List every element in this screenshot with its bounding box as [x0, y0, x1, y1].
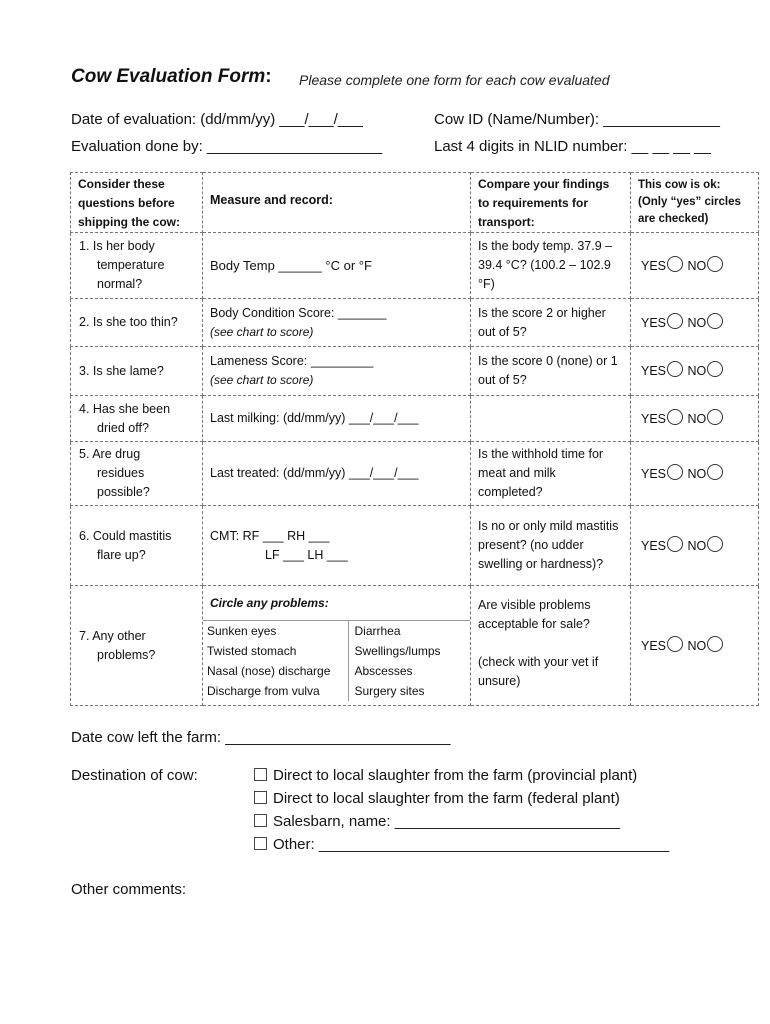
yes-circle[interactable] [667, 464, 683, 480]
no-circle[interactable] [707, 361, 723, 377]
compare-3: Is the score 0 (none) or 1 out of 5? [471, 347, 631, 396]
problems-cell [203, 586, 471, 706]
evaluation-table [70, 172, 759, 706]
compare-4 [471, 396, 631, 442]
table-row: 6. Could mastitis flare up? CMT: RF ___ RH ___ LF ___ LH ___ Is no or only mild mastitis present? (no udder swelling or hardness)? YES NO [71, 506, 759, 586]
last-milking-field[interactable]: Last milking: (dd/mm/yy) ___/___/___ [210, 411, 419, 425]
no-circle[interactable] [707, 464, 723, 480]
compare-5: Is the withhold time for meat and milk completed? [471, 442, 631, 506]
problems-list [203, 621, 470, 701]
yes-no-3[interactable]: YES NO [631, 347, 759, 396]
question-3: 3. Is she lame? [71, 347, 203, 396]
table-row: 5. Are drug residues possible? Last treated: (dd/mm/yy) ___/___/___ Is the withhold time for meat and milk completed? YES NO [71, 442, 759, 506]
last-treated-field[interactable]: Last treated: (dd/mm/yy) ___/___/___ [210, 466, 419, 480]
no-circle[interactable] [707, 256, 723, 272]
destination-option[interactable]: Salesbarn, name: ___________________________ [254, 813, 620, 830]
problem-item[interactable]: Twisted stomach [207, 644, 297, 658]
problem-item[interactable]: Swellings/lumps [348, 641, 470, 661]
col-questions-header: Consider these questions before shipping the cow: [71, 173, 203, 233]
checkbox-icon[interactable] [254, 837, 267, 850]
no-circle[interactable] [707, 409, 723, 425]
form-title: Cow Evaluation Form: [71, 66, 272, 87]
destination-option[interactable]: Direct to local slaughter from the farm (federal plant) [254, 790, 620, 807]
yes-no-1[interactable]: YES NO [631, 233, 759, 299]
no-circle[interactable] [707, 536, 723, 552]
table-row: 1. Is her body temperature normal? Body Temp ______ °C or °F Is the body temp. 37.9 – 39.4 °C? (100.2 – 102.9 °F) YES NO [71, 233, 759, 299]
problem-item[interactable]: Abscesses [348, 661, 470, 681]
problem-item[interactable]: Diarrhea [348, 621, 470, 641]
question-6: 6. Could mastitis [79, 528, 172, 543]
checkbox-icon[interactable] [254, 791, 267, 804]
table-row: 2. Is she too thin? Body Condition Score: _______ (see chart to score) Is the score 2 or higher out of 5? YES NO [71, 299, 759, 347]
compare-1: Is the body temp. 37.9 – 39.4 °C? (100.2 – 102.9 °F) [471, 233, 631, 299]
problems-header: Circle any problems: [203, 586, 470, 621]
yes-no-4[interactable]: YES NO [631, 396, 759, 442]
cmt-top-field[interactable]: CMT: RF ___ RH ___ [210, 528, 330, 543]
other-comments-label: Other comments: [71, 881, 187, 898]
no-circle[interactable] [707, 313, 723, 329]
question-4: 4. Has she been [79, 401, 171, 416]
evaluator-field[interactable]: Evaluation done by: _____________________ [71, 138, 383, 155]
cow-id-field[interactable]: Cow ID (Name/Number): ______________ [434, 111, 720, 128]
cmt-bottom-field[interactable]: LF ___ LH ___ [265, 547, 348, 562]
no-circle[interactable] [707, 636, 723, 652]
body-condition-field[interactable]: Body Condition Score: _______ [210, 305, 387, 320]
yes-no-6[interactable]: YES NO [631, 506, 759, 586]
yes-circle[interactable] [667, 361, 683, 377]
yes-no-5[interactable]: YES NO [631, 442, 759, 506]
destination-option[interactable]: Direct to local slaughter from the farm (provincial plant) [254, 767, 637, 784]
yes-no-7[interactable]: YES NO [631, 586, 759, 706]
checkbox-icon[interactable] [254, 814, 267, 827]
yes-circle[interactable] [667, 256, 683, 272]
checkbox-icon[interactable] [254, 768, 267, 781]
yes-circle[interactable] [667, 313, 683, 329]
table-row: 7. Any other problems? Circle any problems: Sunken eyes Diarrhea Twisted stomach Swellings/lumps Nasal (nose) discharge Abscesses Discharge from vulva Surgery sites Are visible problems acceptable for sale? (check with your vet if unsure) YES NO [71, 586, 759, 706]
body-temp-field[interactable]: Body Temp ______ °C or °F [210, 258, 372, 273]
nlid-field[interactable]: Last 4 digits in NLID number: __ __ __ __ [434, 138, 711, 155]
question-2: 2. Is she too thin? [71, 299, 203, 347]
yes-circle[interactable] [667, 636, 683, 652]
problem-item[interactable]: Surgery sites [348, 681, 470, 701]
lameness-field[interactable]: Lameness Score: _________ [210, 354, 374, 368]
yes-circle[interactable] [667, 536, 683, 552]
col-compare-header: Compare your findings to requirements for transport: [471, 173, 631, 233]
problem-item[interactable]: Nasal (nose) discharge [207, 664, 331, 678]
question-1: 1. Is her body [79, 239, 155, 253]
compare-7-note: (check with your vet if unsure) [478, 655, 599, 688]
compare-2: Is the score 2 or higher out of 5? [471, 299, 631, 347]
col-measure-header: Measure and record: [203, 173, 471, 233]
evaluation-date-field[interactable]: Date of evaluation: (dd/mm/yy) ___/___/___ [71, 111, 363, 128]
compare-7: Are visible problems acceptable for sale? [478, 598, 591, 631]
table-header-row [71, 173, 759, 233]
left-farm-date-field[interactable]: Date cow left the farm: ___________________________ [71, 729, 451, 746]
problem-item[interactable]: Discharge from vulva [207, 684, 320, 698]
yes-circle[interactable] [667, 409, 683, 425]
compare-6: Is no or only mild mastitis present? (no udder swelling or hardness)? [471, 506, 631, 586]
yes-no-2[interactable]: YES NO [631, 299, 759, 347]
destination-label: Destination of cow: [71, 767, 198, 784]
table-row: 3. Is she lame? Lameness Score: _________ (see chart to score) Is the score 0 (none) or 1 out of 5? YES NO [71, 347, 759, 396]
destination-option[interactable]: Other: __________________________________________ [254, 836, 669, 853]
col-ok-header: This cow is ok: (Only “yes” circles are checked) [631, 173, 759, 233]
form-subtitle: Please complete one form for each cow evaluated [299, 72, 610, 88]
question-5: 5. Are drug [79, 447, 141, 461]
problem-item[interactable]: Sunken eyes [207, 624, 277, 638]
table-row: 4. Has she been dried off? Last milking: (dd/mm/yy) ___/___/___ YES NO [71, 396, 759, 442]
question-7: 7. Any other [79, 628, 146, 643]
